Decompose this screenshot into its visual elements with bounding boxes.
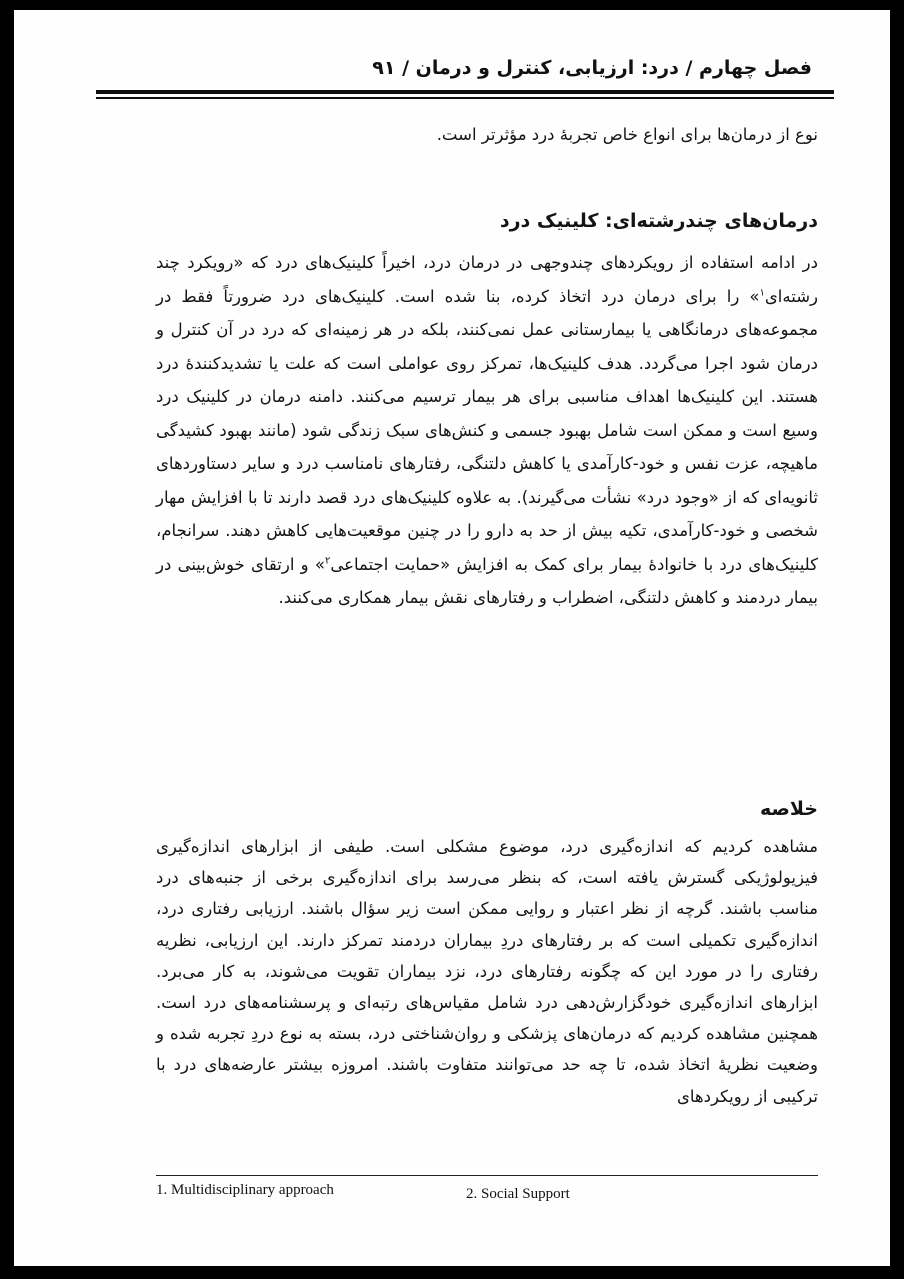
footnote-1: 1. Multidisciplinary approach	[156, 1182, 334, 1198]
section-heading-summary: خلاصه	[759, 798, 818, 820]
paragraph-text-part-1: در ادامه استفاده از رویکردهای چندوجهی در درمان درد، اخیراً کلینیک‌های درد که «رویکرد چند رشته‌ای	[156, 253, 818, 306]
running-header: فصل چهارم / درد: ارزیابی، کنترل و درمان / ۹۱	[372, 57, 812, 79]
paragraph-text-part-3: » و ارتقای خوش‌بینی در بیمار دردمند و کاهش دلتنگی، اضطراب و رفتارهای نقش بیمار همکاری می‌کنند.	[156, 554, 818, 607]
header-rule-thin	[96, 97, 834, 99]
header-rule-thick	[96, 90, 834, 94]
section-heading-pain-clinic: درمان‌های چندرشته‌ای: کلینیک درد	[499, 210, 818, 232]
footnote-2: 2. Social Support	[466, 1186, 570, 1202]
paragraph-text-part-2: » را برای درمان درد اتخاذ کرده، بنا شده است. کلینیک‌های درد ضرورتاً فقط در مجموعه‌های درمانگاهی یا بیمارستانی عمل نمی‌کنند، بلکه در هر زمینه‌ای که درد در آن کنترل و درمان شود اجرا می‌گردد. هدف کلینیک‌ها، تمرکز روی عواملی است که علت یا تشدیدکنندهٔ درد هستند. این کلینیک‌ها اهداف مناسبی برای هر بیمار ترسیم می‌کنند. دامنه درمان در کلینیک درد وسیع است و ممکن است شامل بهبود جسمی و کنش‌های سبک زندگی شود (مانند بهبود کشیدگی ماهیچه، عزت نفس و خود-کارآمدی یا کاهش دلتنگی، رفتارهای نامناسب درد و سایر دستاوردهای ثانویه‌ای که از «وجود درد» نشأت می‌گیرند). به علاوه کلینیک‌های درد قصد دارند تا با افزایش مهار شخصی و خود-کارآمدی، تکیه بیش از حد به دارو را در چنین موقعیت‌هایی کاهش دهند. سرانجام، کلینیک‌های درد با خانوادهٔ بیمار برای کمک به افزایش «حمایت اجتماعی	[156, 286, 818, 574]
footnote-ref-1: ۱	[759, 287, 765, 298]
paragraph-pain-clinic	[156, 246, 818, 615]
book-page	[14, 10, 890, 1266]
paragraph-summary: مشاهده کردیم که اندازه‌گیری درد، موضوع مشکلی است. طیفی از ابزارهای اندازه‌گیری فیزیولوژیکی گسترش یافته است، که بنظر می‌رسد برای اندازه‌گیری برخی از جنبه‌های درد مناسب باشند. گرچه از نظر اعتبار و روایی ممکن است زیر سؤال باشند. ارزیابی رفتاری درد، اندازه‌گیری تکمیلی است که بر رفتارهای دردِ بیماران دردمند تمرکز دارند. این ارزیابی، نظریه رفتاری را در مورد این که چگونه رفتارهای درد، نزد بیماران تقویت می‌شوند، به کار می‌برد. ابزارهای اندازه‌گیری خودگزارش‌دهی درد شامل مقیاس‌های رتبه‌ای و پرسشنامه‌های درد است. همچنین مشاهده کردیم که درمان‌های پزشکی و روان‌شناختی درد، بسته به نوع دردِ تجربه شده و وضعیت نظریهٔ اتخاذ شده، تا چه حد می‌توانند متفاوت باشند. امروزه بیشتر عارضه‌های درد با ترکیبی از رویکردهای	[156, 837, 818, 1106]
footnote-rule	[156, 1175, 818, 1176]
footnote-ref-2: ۲	[324, 555, 331, 566]
continued-sentence: نوع از درمان‌ها برای انواع خاص تجربهٔ درد مؤثرتر است.	[436, 125, 818, 144]
page-content	[156, 120, 818, 1106]
